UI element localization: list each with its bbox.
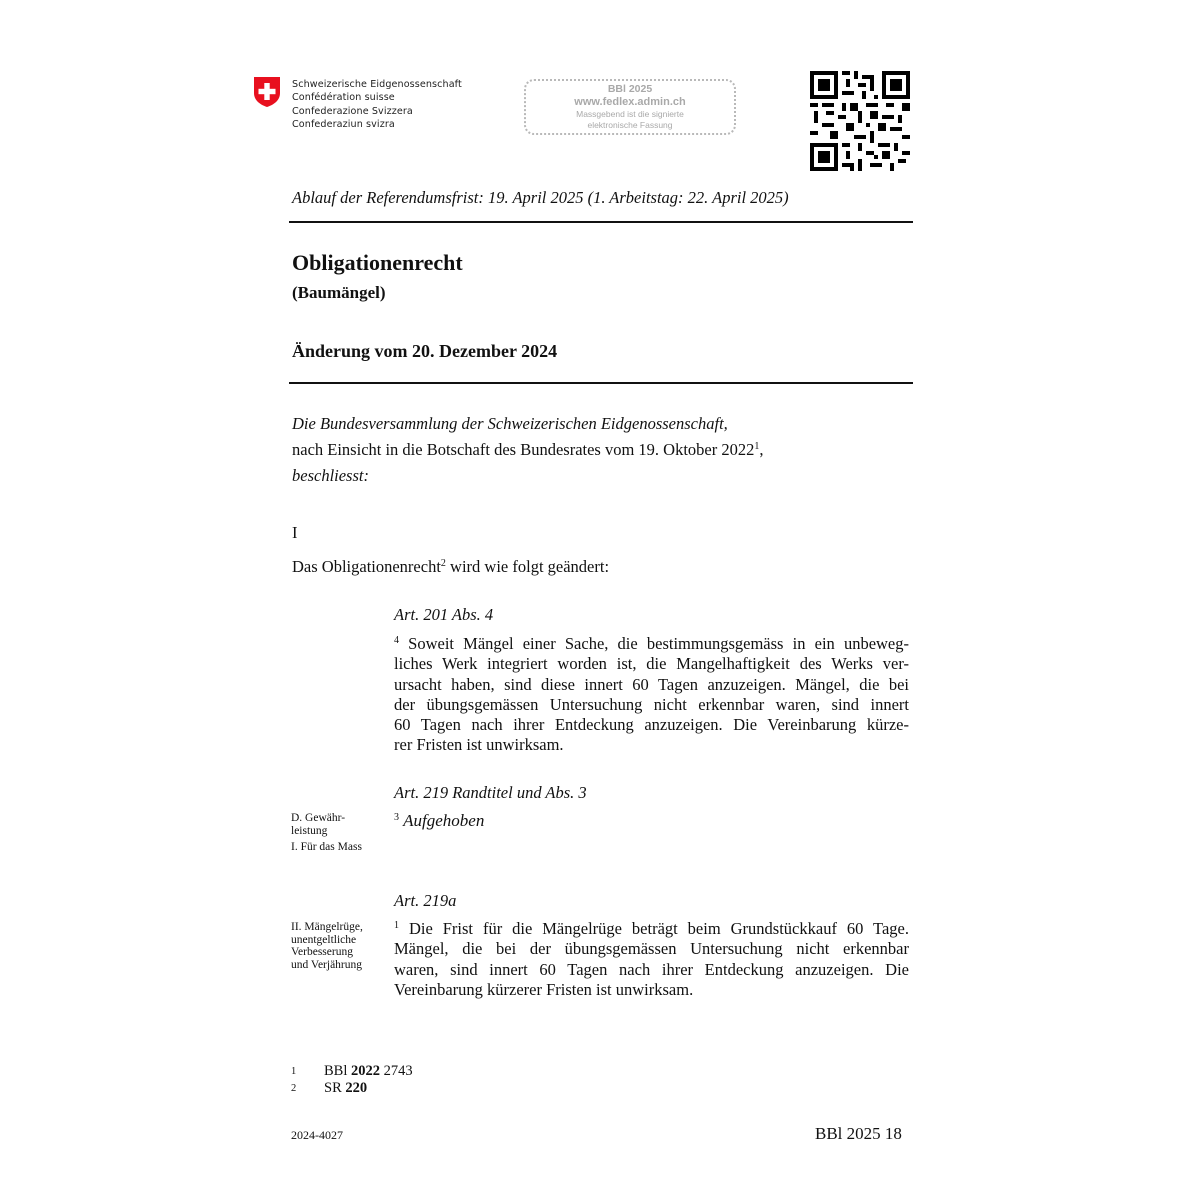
confederation-line: Schweizerische Eidgenossenschaft: [292, 79, 462, 90]
document-subtitle: (Baumängel): [292, 283, 386, 302]
intro-rest: wird wie folgt geändert:: [445, 557, 610, 576]
preamble-assembly: Die Bundesversammlung der Schweizerischen Eidgenossenschaft,: [292, 414, 728, 433]
footnote: [291, 1063, 413, 1080]
paragraph-line: 60 Tagen nach ihrer Entdeckung anzuzeigen. Die Vereinbarung kürze-: [394, 715, 909, 735]
article-heading: Art. 219a: [394, 891, 457, 910]
section-number: I: [292, 523, 298, 542]
footnote-prefix: SR: [324, 1080, 346, 1096]
swiss-cross-icon: [253, 76, 281, 108]
stamp-line: BBl 2025: [607, 83, 653, 95]
confederation-line: Confédération suisse: [292, 92, 395, 104]
article-paragraph: [394, 634, 909, 756]
margin-title-line: unentgeltliche: [291, 933, 357, 946]
footnote-number: 2: [291, 1083, 297, 1094]
qr-code-icon: [810, 71, 910, 171]
footnote-prefix: BBl: [324, 1063, 351, 1079]
preamble-insight-text: nach Einsicht in die Botschaft des Bundesrates vom 19. Oktober 2022: [292, 440, 755, 459]
paragraph-line: Mängel, die bei der übungsgemässen Untersuchung nicht erkennbar: [394, 939, 909, 959]
stamp-line: elektronische Fassung: [587, 120, 673, 130]
footnotes: [291, 1063, 413, 1097]
article-heading: Art. 201 Abs. 4: [394, 605, 494, 624]
paragraph-line: liches Werk integriert worden ist, die Mangelhaftigkeit des Werks ver-: [394, 654, 909, 674]
intro-sentence: [292, 557, 609, 577]
confederation-line: Confederaziun svizra: [292, 118, 395, 130]
intro-text: Das Obligationenrecht: [292, 557, 441, 576]
footnote: [291, 1080, 413, 1097]
margin-title-line: und Verjährung: [291, 958, 363, 971]
stamp-url: www.fedlex.admin.ch: [574, 96, 686, 108]
paragraph-line: [394, 634, 909, 654]
page-reference: BBl 2025 18: [815, 1124, 902, 1143]
paragraph-number: 3: [394, 812, 399, 823]
paragraph-line: der übungsgemässen Untersuchung nicht erkennbar waren, sind innert: [394, 694, 909, 714]
preamble-decides: beschliesst:: [292, 466, 369, 485]
footnote-number: 1: [291, 1066, 297, 1077]
margin-title: [291, 921, 363, 971]
footnote-text: [324, 1063, 413, 1080]
paragraph-line: ursacht haben, sind diese innert 60 Tagen anzuzeigen. Mängel, die bei: [394, 674, 909, 694]
article-heading: Art. 219 Randtitel und Abs. 3: [394, 783, 587, 802]
margin-title-line: Verbesserung: [291, 946, 353, 959]
referendum-deadline: Ablauf der Referendumsfrist: 19. April 2025 (1. Arbeitstag: 22. April 2025): [292, 188, 789, 207]
margin-title-line: D. Gewähr-: [291, 812, 346, 824]
paragraph-line: waren, sind innert 60 Tagen nach ihrer Entdeckung anzuzeigen. Die: [394, 959, 909, 979]
document-title: Obligationenrecht: [292, 250, 463, 275]
paragraph-line: [394, 919, 909, 939]
document-number: 2024-4027: [291, 1128, 343, 1142]
stamp-line: Massgebend ist die signierte: [576, 109, 684, 119]
footnote-year: 2022: [351, 1063, 380, 1079]
amendment-date: Änderung vom 20. Dezember 2024: [292, 341, 558, 361]
article-paragraph: [394, 811, 484, 831]
footnote-ref[interactable]: 1: [754, 441, 760, 452]
paragraph-line: Vereinbarung kürzerer Fristen ist unwirksam.: [394, 979, 694, 999]
margin-title-line: leistung: [291, 824, 328, 837]
confederation-line: Confederazione Svizzera: [292, 105, 413, 117]
article-paragraph: [394, 919, 909, 1000]
margin-title-line: I. Für das Mass: [291, 841, 362, 854]
footnote-text: [324, 1080, 367, 1097]
footnote-suffix: 2743: [380, 1063, 413, 1079]
paragraph-text: Aufgehoben: [403, 811, 485, 830]
margin-title: [291, 812, 362, 854]
divider: [289, 221, 913, 223]
confederation-names: [292, 78, 462, 131]
footnote-number-bold: 220: [345, 1080, 368, 1096]
divider: [289, 382, 913, 384]
publication-stamp: [524, 79, 736, 135]
paragraph-text: Die Frist für die Mängelrüge beträgt beim Grundstückkauf 60 Tage.: [408, 919, 909, 938]
paragraph-text: Soweit Mängel einer Sache, die bestimmungsgemäss in ein unbeweg-: [408, 634, 909, 653]
paragraph-line: rer Fristen ist unwirksam.: [394, 735, 564, 755]
preamble-insight: [292, 440, 764, 460]
preamble-insight-end: ,: [759, 440, 764, 459]
paragraph-number: 1: [394, 920, 399, 931]
paragraph-number: 4: [394, 635, 399, 646]
footnote-ref[interactable]: 2: [440, 558, 446, 569]
margin-title-line: II. Mängelrüge,: [291, 921, 363, 933]
